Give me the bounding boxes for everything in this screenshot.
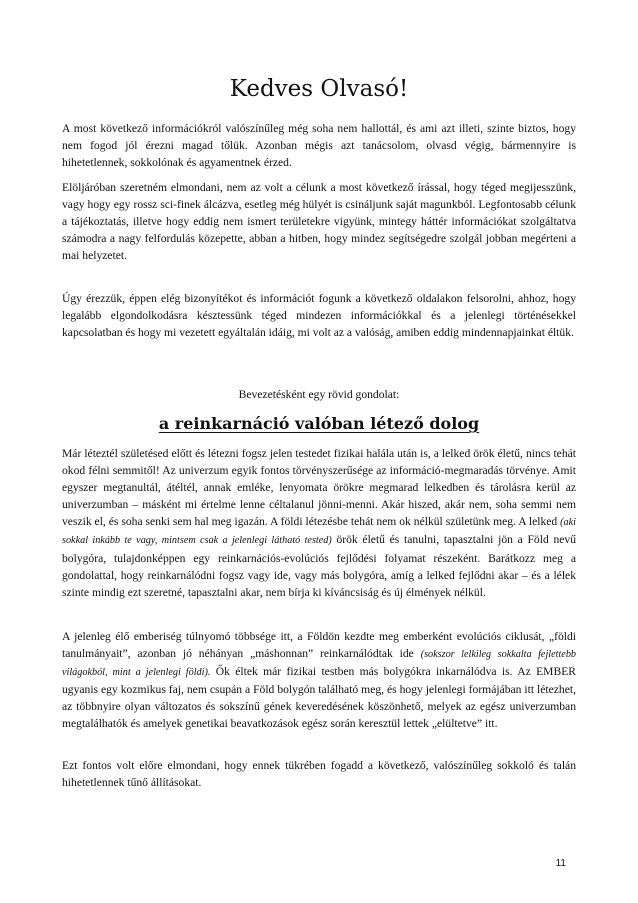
paragraph-humanity-part-a: A jelenleg élő emberiség túlnyomó többsége itt, a Földön kezdte meg emberként evolúciós ciklusát, „földi tanulmányait”, azonban jó néhányan „máshonnan” reinkarnálódtak ide (62, 630, 576, 661)
paragraph-humanity-aside: (sokszor lelkileg sokkalta fejlettebb világokból, mint a jelenlegi földi). (62, 649, 577, 679)
paragraph-purpose: Elöljáróban szeretném elmondani, nem az volt a célunk a most következő írással, hogy téged megijesszünk, vagy hogy egy rossz sci-finek álcázva, esetleg még hülyét is csináljunk saját magunkból. Legfontosabb célunk a tájékoztatás, illetve hogy eddig nem ismert területekre vigyünk, mintegy háttér információkat szolgáltatva számodra a nagy felfordulás közepette, abban a hitben, hogy mindez segítségedre szolgál jobban megérteni a mai helyzetet. (62, 181, 576, 263)
section-subtitle (0, 414, 638, 433)
page-number: 11 (555, 858, 566, 869)
paragraph-closing: Ezt fontos volt előre elmondani, hogy ennek tükrében fogadd a következő, valószínűleg sokkoló és talán hihetetlennek tűnő állításokat. (62, 759, 576, 790)
paragraph-humanity (62, 628, 576, 733)
paragraph-reincarnation-aside: (aki sokkal inkább te vagy, mintsem csak a jelenlegi látható tested) (62, 517, 576, 547)
intro-line: Bevezetésként egy rövid gondolat: (238, 388, 400, 401)
page-title: Kedves Olvasó! (229, 76, 409, 102)
paragraph-intro-warning: A most következő információkról valószínűleg még soha nem hallottál, és ami azt illeti, szinte biztos, hogy nem fogod jól érezni magad tőlük. Azonban mégis azt tanácsolom, olvasd végig, bármennyire is hihetetlennek, sokkolónak és agyamentnek érzed. (62, 122, 576, 170)
paragraph-humanity-part-b: Ők éltek már fizikai testben más bolygókra inkarnálódva is. Az EMBER ugyanis egy kozmikus faj, nem csupán a Föld bolygón található meg, és hogy jelenlegi formájában itt létezhet, az többnyire olyan változatos és sokszínű gének keveredésének köszönhető, melyek az egész univerzumban megtalálhatók és amelyek genetikai beavatkozások egész során keresztül lettek „elültetve” itt. (62, 665, 577, 731)
paragraph-reincarnation (62, 445, 576, 601)
paragraph-evidence: Úgy érezzük, éppen elég bizonyítékot és információt fogunk a következő oldalakon felsorolni, ahhoz, hogy legalább elgondolkodásra késztessünk téged mindezen információkkal és a jelenlegi történésekkel kapcsolatban és hogy mi vezetett egyáltalán idáig, mi volt az a valóság, amiben eddig mindennapjainkat éltük. (62, 292, 576, 340)
paragraph-reincarnation-part-a: Már léteztél születésed előtt és létezni fogsz jelen testedet fizikai halála után is, a lelked örök életű, nincs tehát okod félni semmitől! Az univerzum egyik fontos törvényszerűsége az információ-megmaradás törvénye. Amit egyszer megtanultál, átéltél, annak emléke, lenyomata örökre megmarad lelkedben és tárolásra kerül az univerzumban – másként mi értelme lenne céltalanul jönni-menni. Akár hiszed, akár nem, soha semmi nem veszik el, és soha senki sem hal meg igazán. A földi létezésbe tehát nem ok nélkül születünk meg. A lelked (62, 447, 576, 529)
section-subtitle-text: a reinkarnáció valóban létező dolog (158, 414, 480, 433)
paragraph-reincarnation-part-b: örök életű és tanulni, tapasztalni jön a Föld nevű bolygóra, tulajdonképpen egy reinkarnációs-evolúciós fejlődési folyamat részeként. Barátkozz meg a gondolattal, hogy reinkarnálódni fogsz vagy ide, vagy más bolygóra, amíg a lelked fejlődni akar – és a lélek szinte mindig ezt szeretné, tapasztalni akar, nem bírja ki kíváncsiság és új élmények nélkül. (62, 533, 576, 599)
